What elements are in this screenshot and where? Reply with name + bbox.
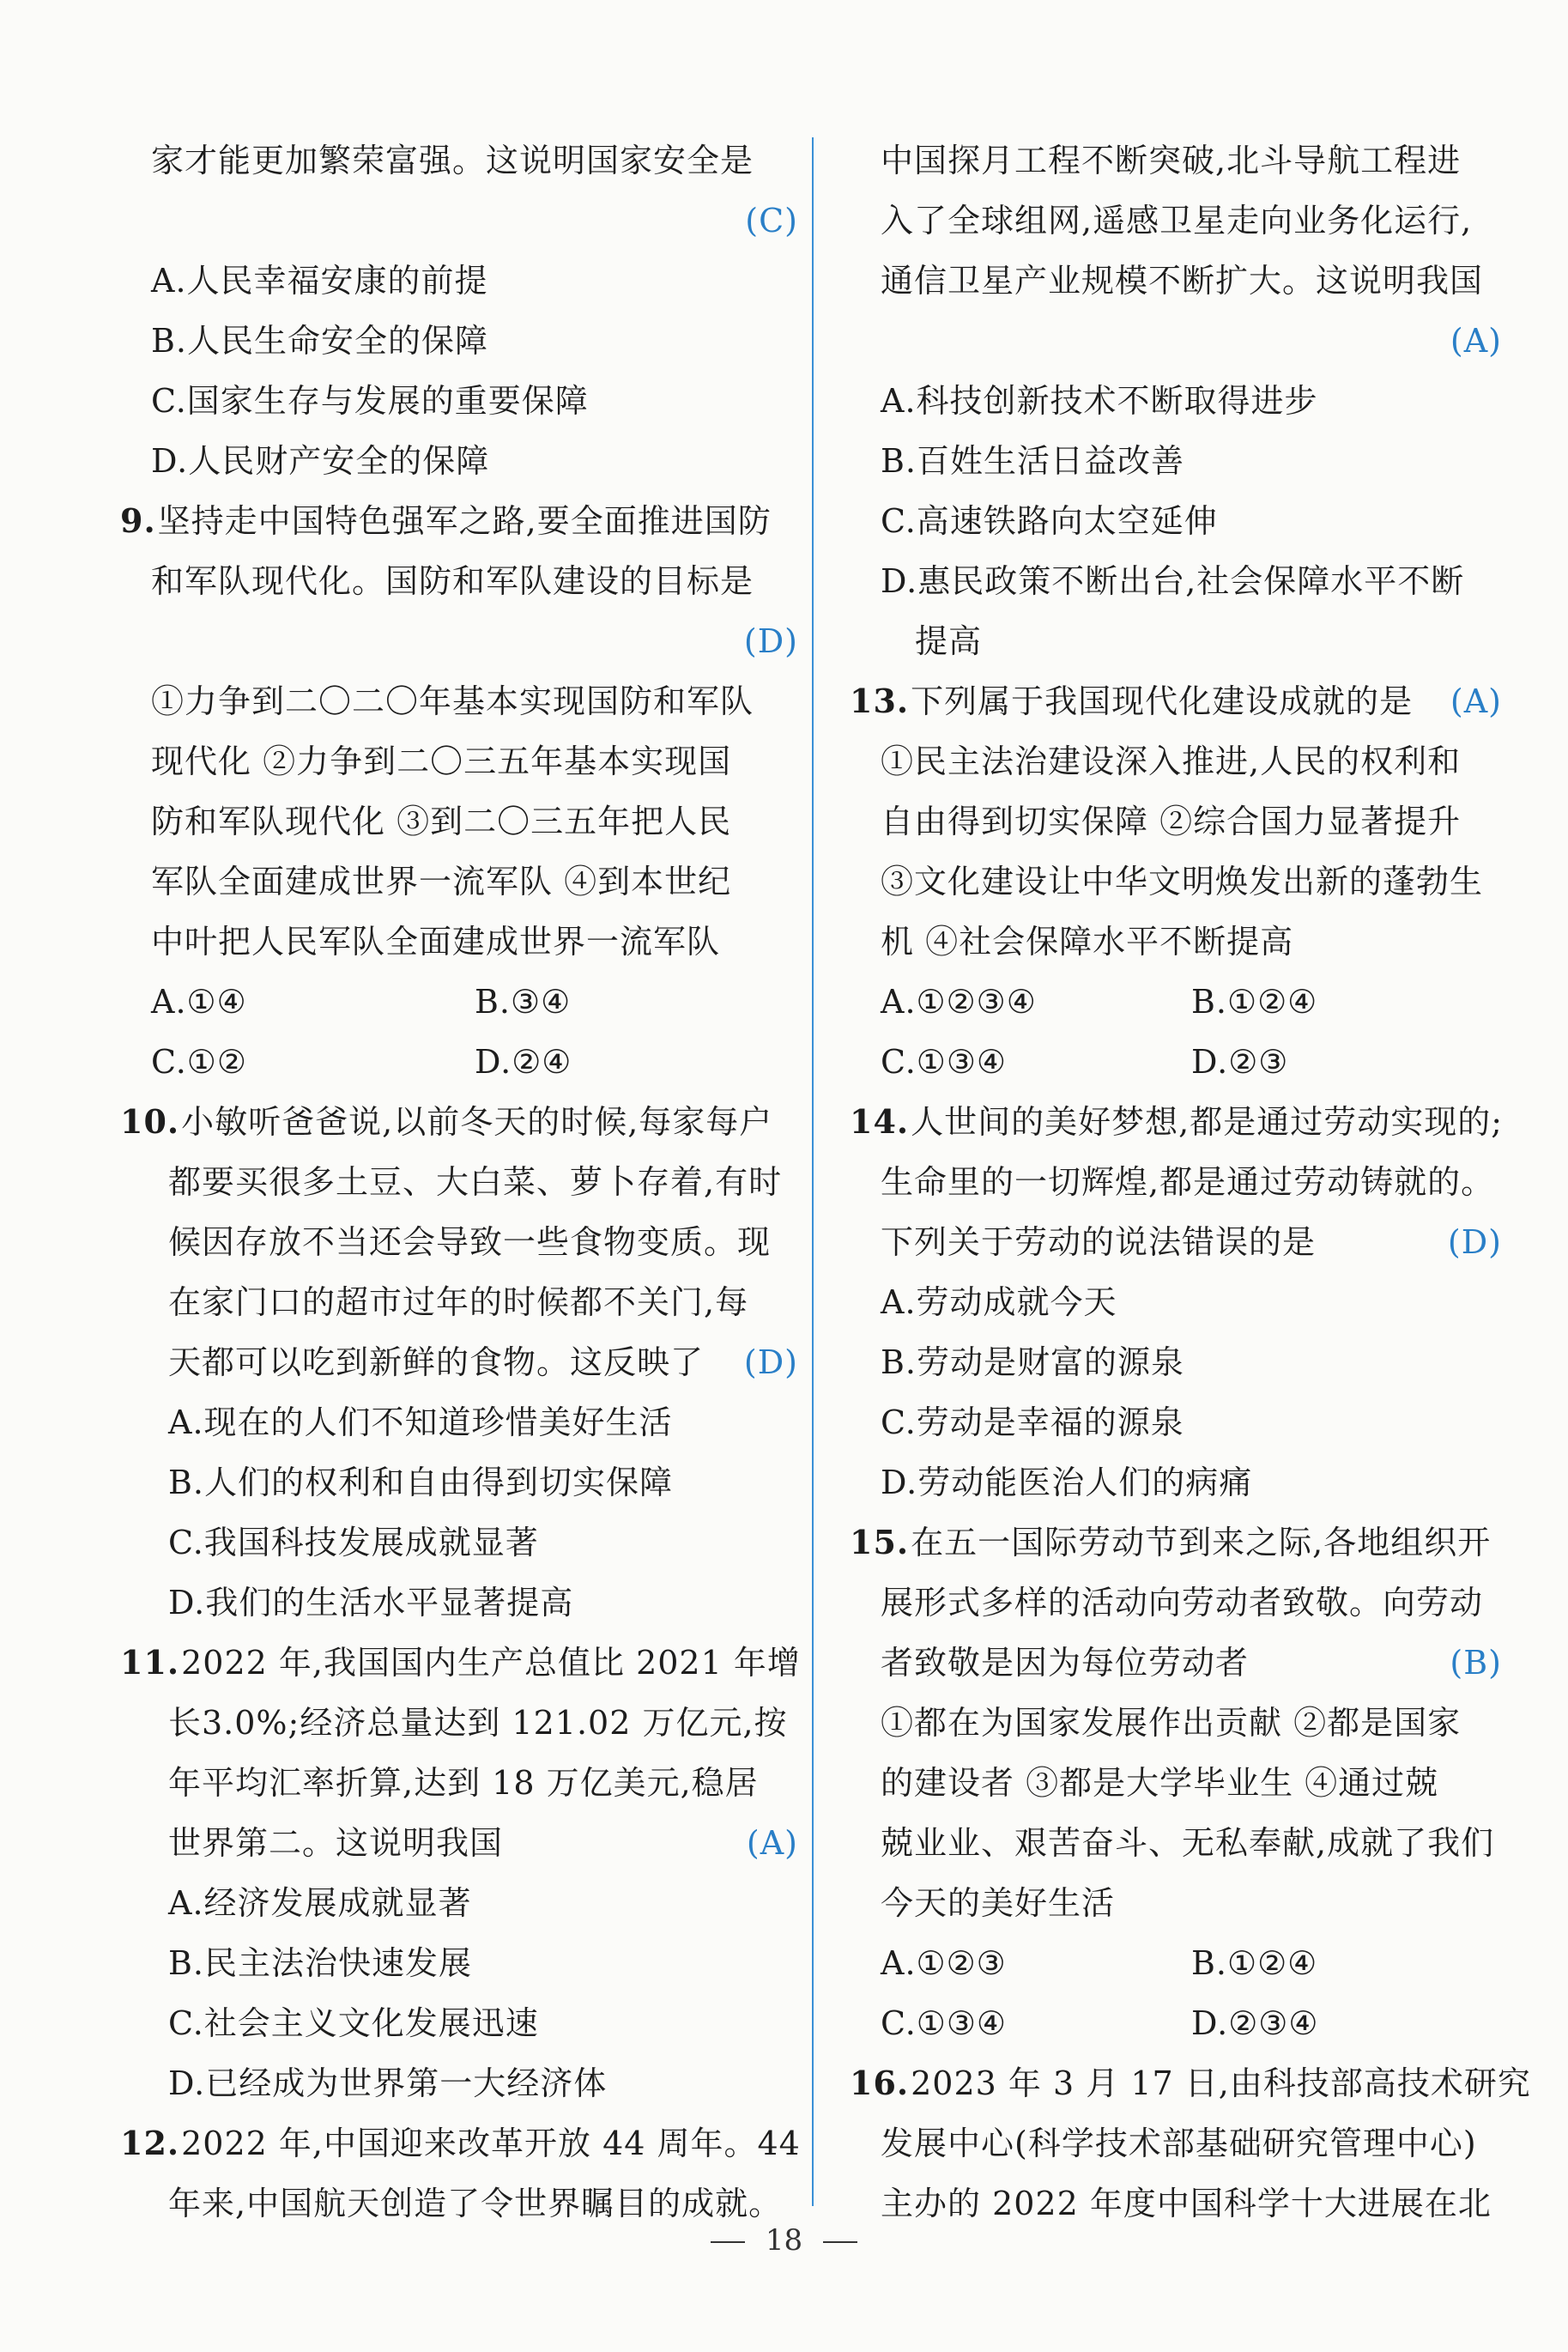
q9-options-row-1 xyxy=(120,972,798,1032)
q15-option-d: D.②③④ xyxy=(1191,2004,1319,2042)
q16-number: 16. xyxy=(850,2064,910,2102)
q10-stem-text-5: 天都可以吃到新鲜的食物。这反映了 xyxy=(168,1343,705,1381)
q10-stem-line-2: 都要买很多土豆、大白菜、萝卜存着,有时 xyxy=(168,1163,783,1201)
q12-cont-line-2: 入了全球组网,遥感卫星走向业务化运行, xyxy=(881,202,1473,239)
q15-answer: (B) xyxy=(1450,1644,1502,1682)
q14-answer: (D) xyxy=(1447,1223,1502,1261)
page-number: 18 xyxy=(765,2223,803,2258)
q15-option-b: B.①②④ xyxy=(1191,1944,1318,1982)
q11-stem-text-4: 世界第二。这说明我国 xyxy=(168,1824,504,1862)
q15-stem-text-3: 者致敬是因为每位劳动者 xyxy=(881,1644,1250,1682)
q8-option-a: A.人民幸福安康的前提 xyxy=(151,262,488,300)
q12-stem-text-1: 2022 年,中国迎来改革开放 44 周年。44 xyxy=(181,2125,801,2162)
q14-option-a: A.劳动成就今天 xyxy=(881,1283,1117,1321)
q12-answer: (A) xyxy=(1450,322,1502,360)
q16-stem-line-2: 发展中心(科学技术部基础研究管理中心) xyxy=(881,2125,1477,2162)
q8-option-b: B.人民生命安全的保障 xyxy=(151,322,489,360)
q16-stem-line-3: 主办的 2022 年度中国科学十大进展在北 xyxy=(881,2185,1492,2222)
q11-option-c: C.社会主义文化发展迅速 xyxy=(168,2004,539,2042)
q9-statement-line-5: 中叶把人民军队全面建成世界一流军队 xyxy=(151,923,721,961)
q11-option-a: A.经济发展成就显著 xyxy=(168,1884,472,1922)
q11-number: 11. xyxy=(120,1643,180,1682)
q12-stem-line-2: 年来,中国航天创造了令世界瞩目的成就。 xyxy=(168,2185,783,2222)
q8-stem-tail: 家才能更加繁荣富强。这说明国家安全是 xyxy=(151,142,754,179)
q16-stem-line-1 xyxy=(850,2053,1531,2113)
q11-answer: (A) xyxy=(746,1824,798,1862)
q10-option-c: C.我国科技发展成就显著 xyxy=(168,1524,539,1561)
q12-option-b: B.百姓生活日益改善 xyxy=(881,442,1185,480)
q9-option-c: C.①② xyxy=(151,1043,247,1081)
q15-option-c: C.①③④ xyxy=(881,2004,1007,2042)
q12-option-c: C.高速铁路向太空延伸 xyxy=(881,502,1218,540)
q13-statement-line-4: 机 ④社会保障水平不断提高 xyxy=(881,923,1294,961)
page-footer xyxy=(0,2223,1568,2258)
q15-number: 15. xyxy=(850,1523,910,1561)
q13-option-a: A.①②③④ xyxy=(881,983,1037,1021)
q10-answer: (D) xyxy=(743,1343,798,1381)
q13-statement-line-2: 自由得到切实保障 ②综合国力显著提升 xyxy=(881,803,1462,840)
q8-option-c: C.国家生存与发展的重要保障 xyxy=(151,382,589,420)
q10-stem-line-3: 候因存放不当还会导致一些食物变质。现 xyxy=(168,1223,772,1261)
footer-dash-right xyxy=(823,2241,857,2243)
q14-stem-text-1: 人世间的美好梦想,都是通过劳动实现的; xyxy=(911,1103,1504,1141)
q11-stem-line-1 xyxy=(120,1633,801,1693)
q11-stem-line-3: 年平均汇率折算,达到 18 万亿美元,稳居 xyxy=(168,1764,759,1802)
q8-option-d: D.人民财产安全的保障 xyxy=(151,442,490,480)
q15-stem-text-1: 在五一国际劳动节到来之际,各地组织开 xyxy=(911,1524,1492,1561)
q11-stem-line-2: 长3.0%;经济总量达到 121.02 万亿元,按 xyxy=(168,1704,788,1742)
q9-statement-line-3: 防和军队现代化 ③到二〇三五年把人民 xyxy=(151,803,732,840)
q13-statement-line-1: ①民主法治建设深入推进,人民的权利和 xyxy=(881,743,1462,780)
footer-dash-left xyxy=(711,2241,745,2243)
q9-option-b: B.③④ xyxy=(475,983,572,1021)
q9-stem-line-1 xyxy=(120,491,798,551)
q9-number: 9. xyxy=(120,501,156,540)
q16-stem-text-1: 2023 年 3 月 17 日,由科技部高技术研究 xyxy=(911,2064,1531,2102)
q15-options-row-2 xyxy=(850,1993,1502,2053)
q11-option-b: B.民主法治快速发展 xyxy=(168,1944,473,1982)
q12-stem-line-1 xyxy=(120,2113,801,2173)
q13-stem-line-1 xyxy=(850,671,1502,731)
q9-option-d: D.②④ xyxy=(475,1043,572,1081)
q12-cont-line-3: 通信卫星产业规模不断扩大。这说明我国 xyxy=(881,262,1484,300)
q15-statement-line-4: 今天的美好生活 xyxy=(881,1884,1116,1922)
q15-statement-line-3: 兢业业、艰苦奋斗、无私奉献,成就了我们 xyxy=(881,1824,1495,1862)
q14-stem-line-2: 生命里的一切辉煌,都是通过劳动铸就的。 xyxy=(881,1163,1495,1201)
q15-stem-line-3 xyxy=(850,1633,1502,1693)
q9-stem-line-2: 和军队现代化。国防和军队建设的目标是 xyxy=(151,562,754,600)
q14-stem-line-1 xyxy=(850,1092,1502,1152)
q12-option-a: A.科技创新技术不断取得进步 xyxy=(881,382,1318,420)
q15-stem-line-2: 展形式多样的活动向劳动者致敬。向劳动 xyxy=(881,1584,1484,1622)
q14-option-b: B.劳动是财富的源泉 xyxy=(881,1343,1185,1381)
q9-statement-line-2: 现代化 ②力争到二〇三五年基本实现国 xyxy=(151,743,732,780)
left-column xyxy=(120,130,801,2234)
q11-stem-line-4 xyxy=(120,1813,798,1873)
q15-options-row-1 xyxy=(850,1933,1502,1993)
q8-answer: (C) xyxy=(745,202,798,239)
q15-stem-line-1 xyxy=(850,1512,1502,1573)
q10-stem-line-5 xyxy=(120,1332,798,1392)
q11-option-d: D.已经成为世界第一大经济体 xyxy=(168,2064,608,2102)
q12-number: 12. xyxy=(120,2124,180,2162)
column-divider xyxy=(812,137,814,2206)
q10-stem-line-4: 在家门口的超市过年的时候都不关门,每 xyxy=(168,1283,749,1321)
q10-option-a: A.现在的人们不知道珍惜美好生活 xyxy=(168,1403,673,1441)
q12-option-d: D.惠民政策不断出台,社会保障水平不断 xyxy=(881,562,1465,600)
q13-answer: (A) xyxy=(1450,682,1502,720)
q9-answer: (D) xyxy=(743,622,798,660)
q14-stem-line-3 xyxy=(850,1212,1502,1272)
q14-number: 14. xyxy=(850,1102,910,1141)
q14-option-c: C.劳动是幸福的源泉 xyxy=(881,1403,1184,1441)
q15-statement-line-2: 的建设者 ③都是大学毕业生 ④通过兢 xyxy=(881,1764,1439,1802)
right-column xyxy=(850,130,1531,2234)
q12-option-d-cont: 提高 xyxy=(915,622,983,660)
q14-option-d: D.劳动能医治人们的病痛 xyxy=(881,1464,1253,1501)
q13-option-c: C.①③④ xyxy=(881,1043,1007,1081)
q14-stem-text-3: 下列关于劳动的说法错误的是 xyxy=(881,1223,1317,1261)
q10-stem-line-1 xyxy=(120,1092,798,1152)
q9-option-a: A.①④ xyxy=(151,983,247,1021)
q13-option-d: D.②③ xyxy=(1191,1043,1289,1081)
q13-stem-text: 下列属于我国现代化建设成就的是 xyxy=(911,682,1414,720)
q13-statement-line-3: ③文化建设让中华文明焕发出新的蓬勃生 xyxy=(881,863,1484,900)
q9-statement-line-1: ①力争到二〇二〇年基本实现国防和军队 xyxy=(151,682,754,720)
q10-option-b: B.人们的权利和自由得到切实保障 xyxy=(168,1464,674,1501)
q13-number: 13. xyxy=(850,682,910,720)
q9-stem-text-1: 坚持走中国特色强军之路,要全面推进国防 xyxy=(157,502,772,540)
q9-statement-line-4: 军队全面建成世界一流军队 ④到本世纪 xyxy=(151,863,732,900)
q10-stem-text-1: 小敏听爸爸说,以前冬天的时候,每家每户 xyxy=(181,1103,773,1141)
q13-option-b: B.①②④ xyxy=(1191,983,1318,1021)
q11-stem-text-1: 2022 年,我国国内生产总值比 2021 年增 xyxy=(181,1644,801,1682)
q10-number: 10. xyxy=(120,1102,180,1141)
q13-options-row-2 xyxy=(850,1032,1502,1092)
q15-option-a: A.①②③ xyxy=(881,1944,1007,1982)
q13-options-row-1 xyxy=(850,972,1502,1032)
q9-options-row-2 xyxy=(120,1032,798,1092)
q15-statement-line-1: ①都在为国家发展作出贡献 ②都是国家 xyxy=(881,1704,1462,1742)
q10-option-d: D.我们的生活水平显著提高 xyxy=(168,1584,574,1622)
q12-cont-line-1: 中国探月工程不断突破,北斗导航工程进 xyxy=(881,142,1462,179)
